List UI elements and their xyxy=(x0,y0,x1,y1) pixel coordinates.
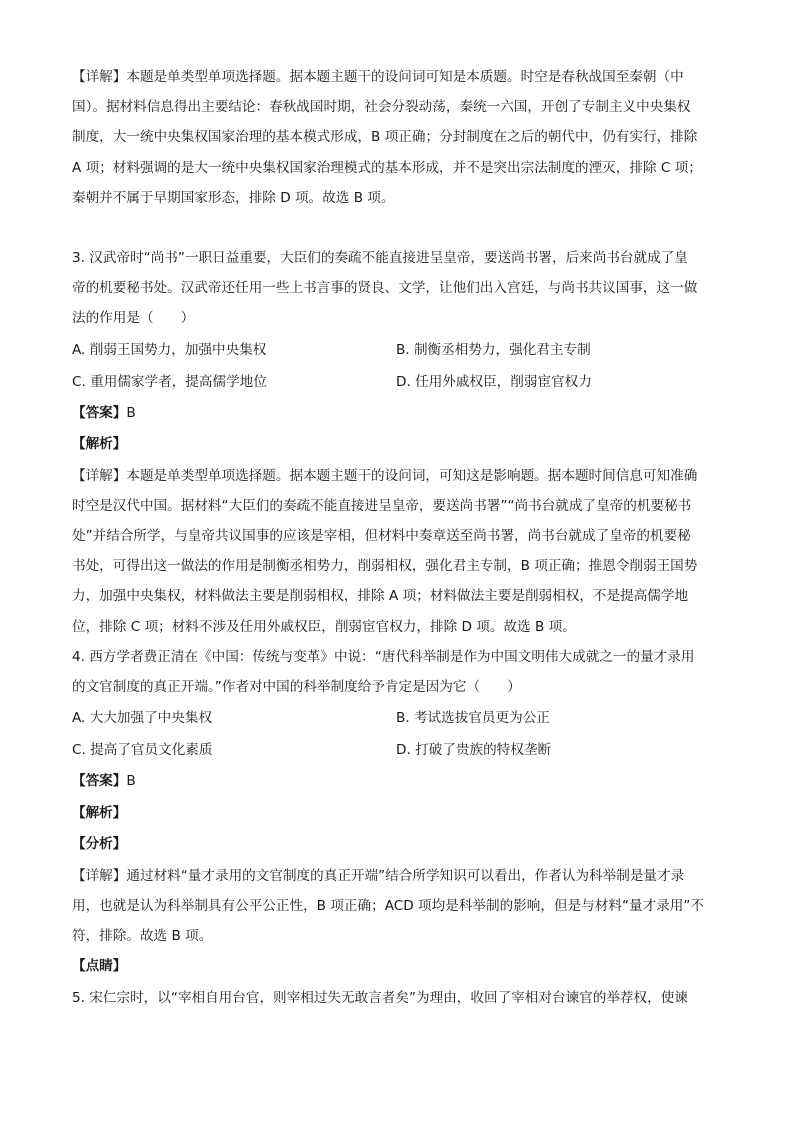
answer-tag: 【答案】 xyxy=(72,773,127,790)
detail-line: 力，加强中央集权，材料做法主要是削弱相权，排除 A 项；材料做法主要是削弱相权，不是提高儒学地 xyxy=(72,588,689,605)
option-d: D. 任用外戚权臣，削弱宦官权力 xyxy=(396,373,592,390)
document-page xyxy=(72,62,722,1013)
answer-value: B xyxy=(126,404,136,421)
analysis-line xyxy=(72,429,722,461)
question-stem-line: 的文官制度的真正开端。”作者对中国的科举制度给予肯定是因为它（ ） xyxy=(72,679,521,696)
q2-detail-line: 制度，大一统中央集权国家治理的基本模式形成，B 项正确；分封制度在之后的朝代中，仍有实行，排除 xyxy=(72,129,698,146)
detail-line: 时空是汉代中国。据材料“大臣们的奏疏不能直接进呈皇帝，要送尚书署”“尚书台就成了皇帝的机要秘书 xyxy=(72,497,692,514)
q2-detail-line: 秦朝并不属于早期国家形态，排除 D 项。故选 B 项。 xyxy=(72,189,395,206)
option-a: A. 大大加强了中央集权 xyxy=(72,710,213,727)
question-stem-line: 4. 西方学者费正清在《中国：传统与变革》中说：“唐代科举制是作为中国文明伟大成就之一的量才录用 xyxy=(72,648,695,665)
detail-line: 用，也就是认为科举制具有公平公正性，B 项正确；ACD 项均是科举制的影响，但是与材料“量才录用”不 xyxy=(72,897,705,914)
option-b: B. 考试选拔官员更为公正 xyxy=(396,710,550,727)
question-stem-line: 5. 宋仁宗时，以“宰相自用台官，则宰相过失无敢言者矣”为理由，收回了宰相对台谏官的举荐权，使谏 xyxy=(72,989,688,1006)
q2-detail-line: A 项；材料强调的是大一统中央集权国家治理模式的基本形成，并不是突出宗法制度的湮灭，排除 C 项； xyxy=(72,159,702,176)
answer-line xyxy=(72,766,722,798)
detail-line: 【详解】本题是单类型单项选择题。据本题主题干的设问词，可知这是影响题。据本题时间信息可知准确 xyxy=(72,467,698,484)
option-a: A. 削弱王国势力，加强中央集权 xyxy=(72,341,267,358)
q2-detail-line: 【详解】本题是单类型单项选择题。据本题主题干的设问词可知是本质题。时空是春秋战国至秦朝（中 xyxy=(72,69,684,85)
question-stem-line: 法的作用是（ ） xyxy=(72,310,195,327)
question-stem-line: 帝的机要秘书处。汉武帝还任用一些上书言事的贤良、文学，让他们出入宫廷，与尚书共议国事，这一做 xyxy=(72,280,698,297)
dianjing-tag: 【点睛】 xyxy=(72,958,127,975)
option-c: C. 提高了官员文化素质 xyxy=(72,742,213,759)
detail-line: 位，排除 C 项；材料不涉及任用外戚权臣，削弱宦官权力，排除 D 项。故选 B 项。 xyxy=(72,618,576,635)
options-grid xyxy=(72,334,722,398)
detail-line: 书处，可得出这一做法的作用是制衡丞相势力，削弱相权，强化君主专制，B 项正确；推恩令削弱王国势 xyxy=(72,558,698,575)
option-b: B. 制衡丞相势力，强化君主专制 xyxy=(396,341,591,358)
question-4 xyxy=(72,642,722,983)
detail-line: 处”并结合所学，与皇帝共议国事的应该是宰相，但材料中奏章送至尚书署，尚书台就成了皇帝的机要秘 xyxy=(72,528,691,545)
answer-value: B xyxy=(126,773,136,790)
answer-line xyxy=(72,398,722,430)
answer-tag: 【答案】 xyxy=(72,404,127,421)
analysis-tag: 【解析】 xyxy=(72,436,127,453)
option-d: D. 打破了贵族的特权垄断 xyxy=(396,742,552,759)
detail-line: 【详解】通过材料“量才录用的文官制度的真正开端”结合所学知识可以看出，作者认为科举制是量才录 xyxy=(72,867,685,884)
question-5 xyxy=(72,983,722,1013)
fenxi-line xyxy=(72,829,722,861)
q2-detail-line: 国）。据材料信息得出主要结论：春秋战国时期，社会分裂动荡，秦统一六国，开创了专制主义中央集权 xyxy=(72,99,691,116)
question-3 xyxy=(72,243,722,642)
options-grid xyxy=(72,702,722,766)
analysis-tag: 【解析】 xyxy=(72,804,127,821)
question-stem-line: 3. 汉武帝时“尚书”一职日益重要，大臣们的奏疏不能直接进呈皇帝，要送尚书署，后来尚书台就成了皇 xyxy=(72,250,688,267)
detail-line: 符，排除。故选 B 项。 xyxy=(72,928,213,945)
spacer xyxy=(72,213,722,243)
dianjing-line xyxy=(72,951,722,983)
q2-detail xyxy=(72,62,722,213)
analysis-line xyxy=(72,798,722,830)
option-c: C. 重用儒家学者，提高儒学地位 xyxy=(72,373,267,390)
fenxi-tag: 【分析】 xyxy=(72,836,127,853)
